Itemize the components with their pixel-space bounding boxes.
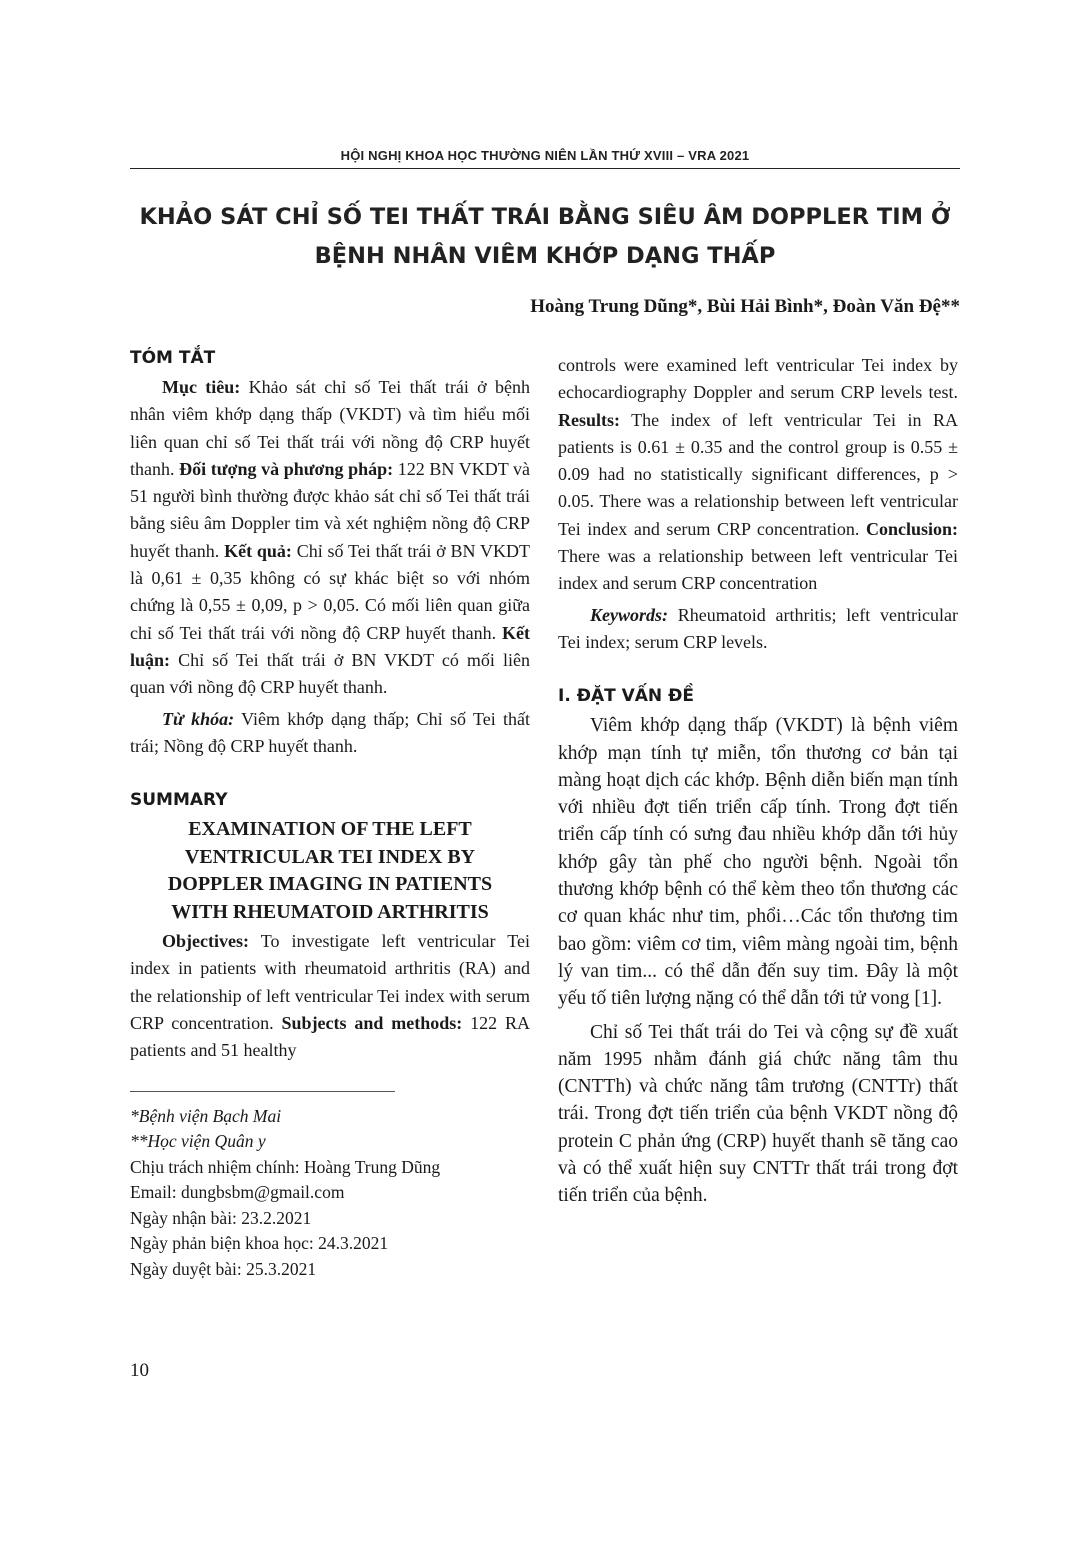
section-1-heading: I. ĐẶT VẤN ĐỀ [558,686,694,707]
label-tu-khoa: Từ khóa: [162,708,235,729]
summary-heading: SUMMARY [130,790,228,811]
label-conclusion: Conclusion: [865,518,958,539]
section-1-body [558,712,958,1209]
affiliation-1: *Bệnh viện Bạch Mai [130,1105,282,1126]
summary-title-line-3: DOPPLER IMAGING IN PATIENTS [167,873,493,896]
responsible-author: Chịu trách nhiệm chính: Hoàng Trung Dũng [130,1156,441,1177]
section-1-paragraph-2: Chỉ số Tei thất trái do Tei và cộng sự đề xuất năm 1995 nhằm đánh giá chức năng tâm thu (CNTTh) và chức năng tâm trương (CNTTr) thất trái. Trong đợt tiến triển của bệnh VKDT nồng độ protein C phản ứng (CRP) huyết thanh sẽ tăng cao và có thể xuất hiện suy CNTTr thất trái trong đợt tiến triển của bệnh. [558,1021,958,1207]
tom-tat-abstract [130,374,530,702]
summary-title [130,816,530,926]
tom-tat-heading: TÓM TẮT [130,348,216,368]
label-ket-qua: Kết quả: [224,540,292,561]
label-objectives: Objectives: [162,931,249,952]
summary-keywords [558,602,958,657]
date-accepted: Ngày duyệt bài: 25.3.2021 [130,1258,317,1279]
label-doi-tuong: Đối tượng và phương pháp: [179,458,394,479]
email: Email: dungbsbm@gmail.com [130,1182,345,1203]
running-header: HỘI NGHỊ KHOA HỌC THƯỜNG NIÊN LẦN THỨ XVIII – VRA 2021 [340,148,750,163]
text-objectives: To investigate left ventricular Tei index in patients with rheumatoid arthritis (RA) and the relationship of left ventricular Tei index with serum CRP concentration. [130,931,530,1034]
authors: Hoàng Trung Dũng*, Bùi Hải Bình*, Đoàn Văn Đệ** [530,296,960,317]
label-results: Results: [558,409,620,430]
text-doi-tuong: 122 BN VKDT và 51 người bình thường được khảo sát chỉ số Tei thất trái bằng siêu âm Doppler tim và xét nghiệm nồng độ CRP huyết thanh. [130,458,530,561]
tom-tat-keywords [130,706,530,761]
date-reviewed: Ngày phản biện khoa học: 24.3.2021 [130,1233,389,1254]
text-muc-tieu: Khảo sát chỉ số Tei thất trái ở bệnh nhân viêm khớp dạng thấp (VKDT) và tìm hiểu mối liên quan chỉ số Tei thất trái với nồng độ CRP huyết thanh. [130,377,530,479]
left-column [130,348,530,1282]
text-results: The index of left ventricular Tei in RA patients is 0.61 ± 0.35 and the control group is 0.55 ± 0.09 had no statistically significant differences, p > 0.05. There was a relationship between left ventricular Tei index and serum CRP concentration. [558,409,958,539]
text-keywords: Rheumatoid arthritis; left ventricular Tei index; serum CRP levels. [558,604,958,652]
right-column [558,352,958,1210]
summary-title-line-4: WITH RHEUMATOID ARTHRITIS [171,900,489,923]
section-1-paragraph-1: Viêm khớp dạng thấp (VKDT) là bệnh viêm khớp mạn tính tự miễn, tổn thương cơ bản tại màng hoạt dịch các khớp. Bệnh diễn biến mạn tính với nhiều đợt tiến triển cấp tính. Trong đợt tiến triển cấp tính có sưng đau nhiều khớp dẫn tới hủy khớp gây tàn phế cho người bệnh. Ngoài tổn thương khớp bệnh có thể kèm theo tổn thương các cơ quan khác như tim, phổi…Các tổn thương tim bao gồm: viêm cơ tim, viêm màng ngoài tim, bệnh lý van tim... có thể dẫn đến suy tim. Đây là một yếu tố tiên lượng nặng có thể dẫn tới tử vong [1]. [558,715,958,1010]
header-rule [130,168,960,169]
footnote-rule [130,1091,395,1092]
title-line-2: BỆNH NHÂN VIÊM KHỚP DẠNG THẤP [314,243,776,269]
label-keywords: Keywords: [590,604,668,625]
summary-abstract [130,928,530,1064]
title-line-1: KHẢO SÁT CHỈ SỐ TEI THẤT TRÁI BẰNG SIÊU ÂM DOPPLER TIM Ở [139,204,951,230]
label-muc-tieu: Mục tiêu: [162,377,241,397]
text-tu-khoa: Viêm khớp dạng thấp; Chỉ số Tei thất trái; Nồng độ CRP huyết thanh. [130,708,530,756]
affiliation-2: **Học viện Quân y [130,1131,266,1152]
label-ket-luan: Kết luận: [130,622,530,670]
text-conclusion: There was a relationship between left ventricular Tei index and serum CRP concentration [558,546,958,594]
summary-title-line-2: VENTRICULAR TEI INDEX BY [184,845,476,868]
text-ket-luan: Chỉ số Tei thất trái ở BN VKDT có mối liên quan với nồng độ CRP huyết thanh. [130,649,530,698]
article-title [130,198,960,276]
page-number: 10 [130,1360,149,1381]
text-subjects: 122 RA patients and 51 healthy [130,1013,530,1061]
text-ket-qua: Chỉ số Tei thất trái ở BN VKDT là 0,61 ± 0,35 không có sự khác biệt so với nhóm chứng là 0,55 ± 0,09, p > 0,05. Có mối liên quan giữa chỉ số Tei thất trái với nồng độ CRP huyết thanh. [130,540,530,643]
footnotes [130,1104,530,1283]
label-subjects: Subjects and methods: [281,1013,463,1034]
summary-title-line-1: EXAMINATION OF THE LEFT [188,818,472,841]
summary-abstract-continued [558,352,958,598]
text-controls: controls were examined left ventricular Tei index by echocardiography Doppler and serum CRP levels test. [558,355,958,403]
date-received: Ngày nhận bài: 23.2.2021 [130,1207,312,1228]
